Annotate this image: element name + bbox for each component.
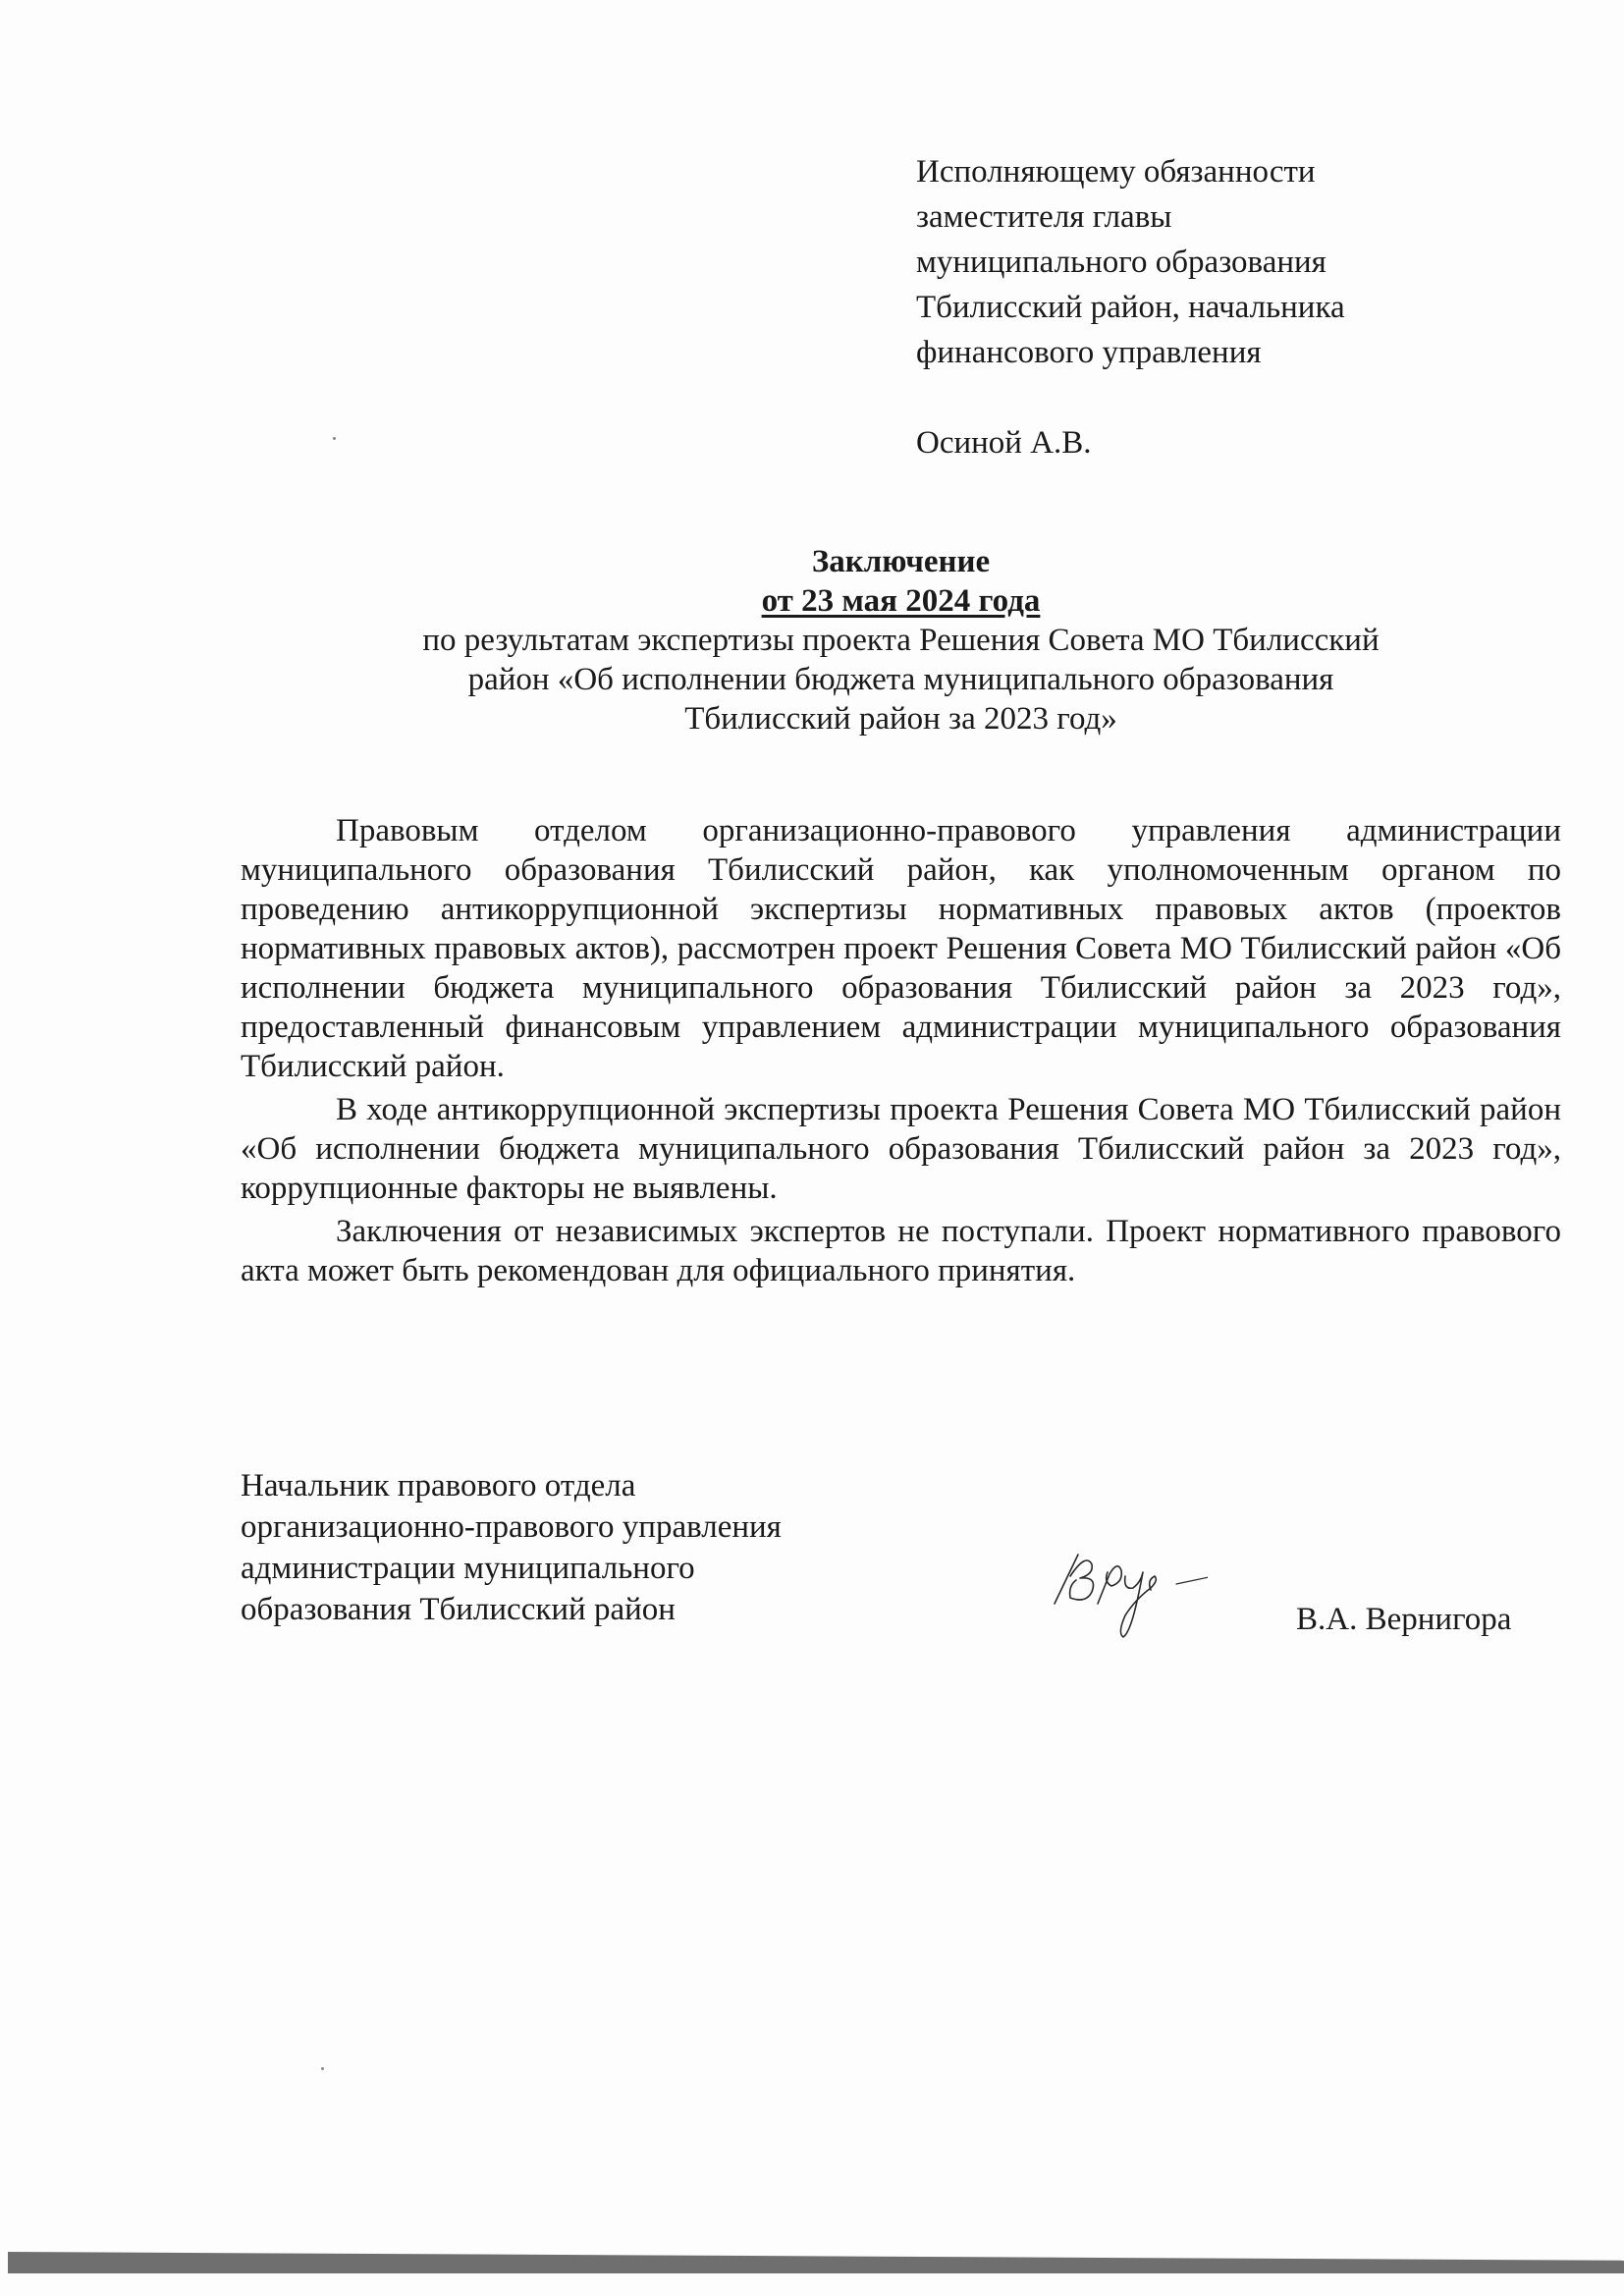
signatory-position-line: администрации муниципального <box>241 1551 695 1586</box>
signatory-position-line: организационно-правового управления <box>241 1509 782 1545</box>
document-date: от 23 мая 2024 года <box>761 583 1041 619</box>
signatory-position <box>241 1465 928 1630</box>
signatory-name: В.А. Вернигора <box>1296 1602 1512 1637</box>
document-heading <box>241 542 1561 738</box>
addressee-block <box>916 149 1525 465</box>
addressee-name: Осиной А.В. <box>916 425 1092 461</box>
document-body <box>241 811 1561 1290</box>
scan-edge-bar <box>8 2252 1624 2273</box>
document-subject-line: по результатам экспертизы проекта Решения Совета МО Тбилисский <box>422 623 1380 658</box>
body-paragraph: Правовым отделом организационно-правового управления администрации муниципального образования Тбилисский район, как уполномоченным органом по проведению антикоррупционной экспертизы нормативных правовых актов (проектов нормативных правовых актов), рассмотрен проект Решения Совета МО Тбилисский район «Об исполнении бюджета муниципального образования Тбилисский район за 2023 год», предоставленный финансовым управлением администрации муниципального образования Тбилисский район. <box>241 813 1561 1084</box>
addressee-line: муниципального образования <box>916 245 1326 280</box>
addressee-line: Исполняющему обязанности <box>916 154 1316 190</box>
signatory-position-line: Начальник правового отдела <box>241 1468 636 1503</box>
addressee-line: Тбилисский район, начальника <box>916 290 1345 325</box>
signatory-position-line: образования Тбилисский район <box>241 1592 676 1627</box>
document-subject-line: Тбилисский район за 2023 год» <box>684 701 1117 737</box>
document-subject-line: район «Об исполнении бюджета муниципального образования <box>467 662 1334 697</box>
document-title: Заключение <box>811 544 991 579</box>
body-paragraph: Заключения от независимых экспертов не поступали. Проект нормативного правового акта может быть рекомендован для официального принятия. <box>241 1214 1561 1288</box>
addressee-line: финансового управления <box>916 335 1262 370</box>
scan-speck <box>333 437 336 440</box>
body-paragraph: В ходе антикоррупционной экспертизы проекта Решения Совета МО Тбилисский район «Об исполнении бюджета муниципального образования Тбилисский район за 2023 год», коррупционные факторы не выявлены. <box>241 1092 1561 1206</box>
scan-speck <box>321 2067 324 2070</box>
handwritten-signature <box>1041 1547 1208 1655</box>
addressee-line: заместителя главы <box>916 199 1172 235</box>
